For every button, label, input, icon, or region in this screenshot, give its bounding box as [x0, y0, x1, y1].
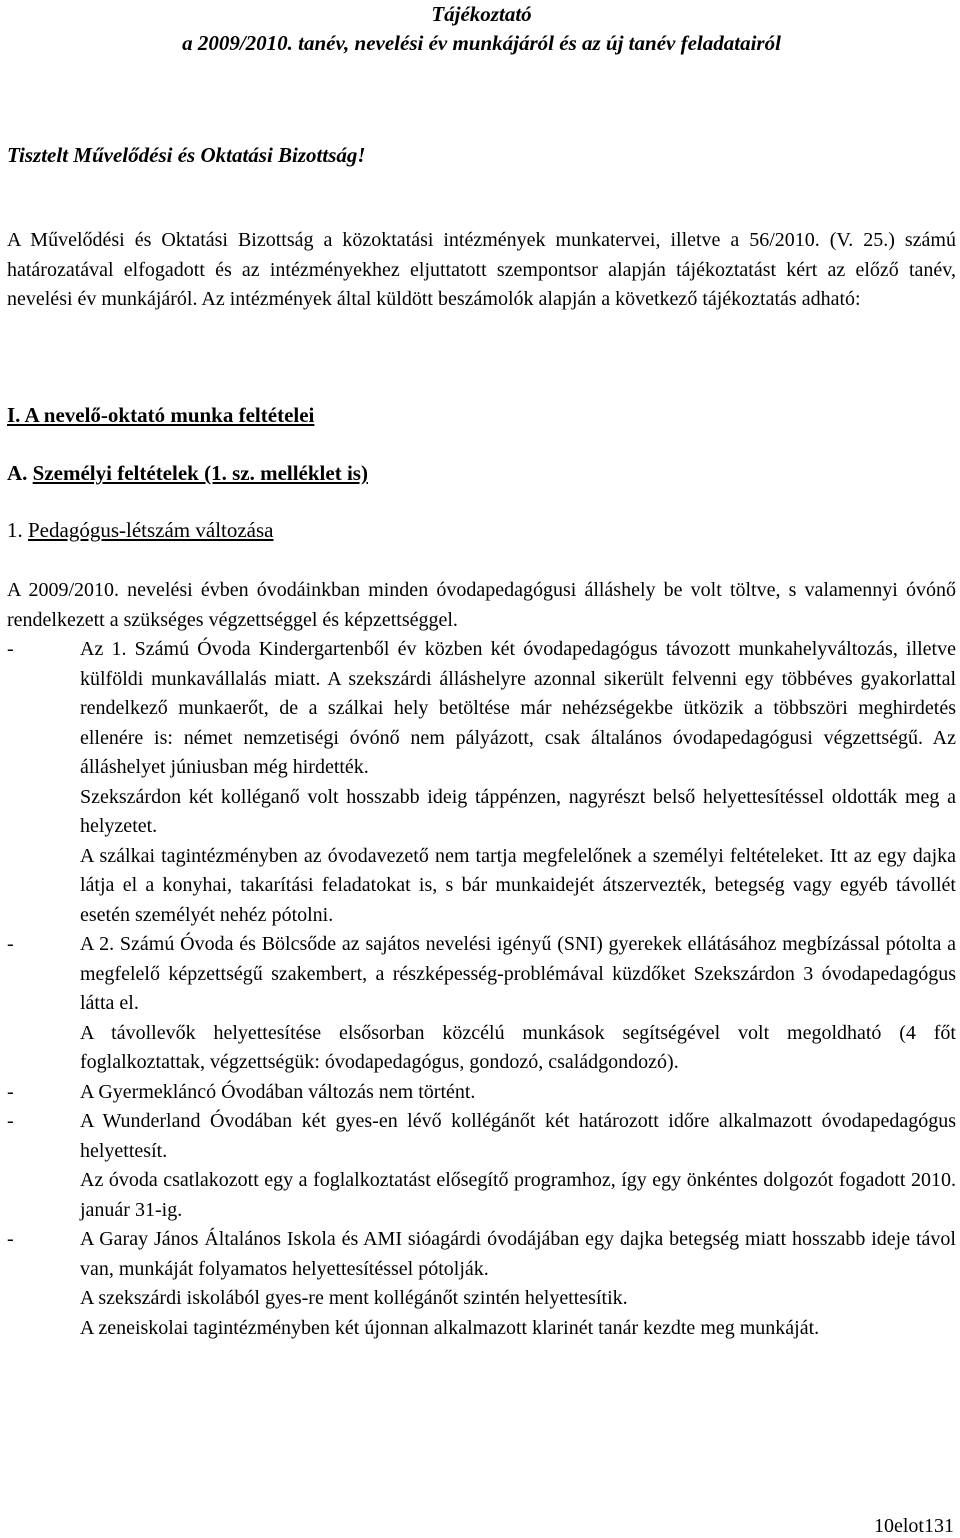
- numbered-heading-label: 1.: [7, 518, 23, 542]
- list-dash: -: [7, 638, 14, 660]
- numbered-heading-title: Pedagógus-létszám változása: [28, 518, 274, 542]
- subsection-title: Személyi feltételek (1. sz. melléklet is): [32, 461, 368, 485]
- list-dash: -: [7, 1228, 14, 1250]
- list-item-text: Az 1. Számú Óvoda Kindergartenből év közben két óvodapedagógus távozott munkahelyváltozás, illetve külföldi munkavállalás miatt. A szekszárdi álláshelyre azonnal sikerült felvenni egy többéves gyakorlattal rendelkező munkaerőt, de a szálkai hely betöltése már nehézségekbe ütközik a többszöri meghirdetés ellenére is: német nemzetiségi óvónő nem pályázott, csak általános óvodapedagógusi végzettségű. Az álláshelyet júniusban még hirdették.: [80, 638, 956, 778]
- intro-paragraph: A Művelődési és Oktatási Bizottság a közoktatási intézmények munkatervei, illetve a 56/2010. (V. 25.) számú határozatával elfogadott és az intézményekhez eljuttatott szempontsor alapján tájékoztatást kért az előző tanév, nevelési év munkájáról. Az intézmények által küldött beszámolók alapján a következő tájékoztatás adható:: [7, 229, 956, 310]
- list-item-continuation: Szekszárdon két kolléganő volt hosszabb ideig táppénzen, nagyrészt belső helyettesítéssel oldották meg a helyzetet.: [80, 785, 956, 837]
- list-item-continuation: Az óvoda csatlakozott egy a foglalkoztatást elősegítő programhoz, így egy önkéntes dolgozót fogadott 2010. január 31-ig.: [80, 1169, 956, 1221]
- list-dash: -: [7, 1110, 14, 1132]
- list-item: [7, 1078, 956, 1108]
- list-item-continuation: A szálkai tagintézményben az óvodavezető nem tartja megfelelőnek a személyi feltételeket. Itt az egy dajka látja el a konyhai, takarítási feladatokat is, s bár munkaidejét átszervezték, betegség vagy egyéb távollét esetén személyét nehéz pótolni.: [80, 844, 956, 926]
- section-heading: I. A nevelő-oktató munka feltételei: [7, 403, 315, 427]
- body-paragraph: A 2009/2010. nevelési évben óvodáinkban minden óvodapedagógusi álláshely be volt töltve, s valamennyi óvónő rendelkezett a szükséges végzettséggel és képzettséggel.: [7, 579, 956, 631]
- list-item-text: A Gyermekláncó Óvodában változás nem történt.: [80, 1080, 476, 1103]
- list-item-continuation: A szekszárdi iskolából gyes-re ment kollégánőt szintén helyettesítik.: [80, 1287, 628, 1309]
- subsection-letter: A.: [7, 461, 28, 485]
- list-item-continuation: A távollevők helyettesítése elsősorban közcélú munkások segítségével volt megoldható (4 főt foglalkoztattak, végzettségük: óvodapedagógus, gondozó, családgondozó).: [80, 1021, 956, 1073]
- title-line-2: a 2009/2010. tanév, nevelési év munkájáról és az új tanév feladatairól: [182, 31, 781, 55]
- list-dash: -: [7, 1080, 14, 1103]
- list-dash: -: [7, 933, 14, 955]
- list-item: [7, 635, 956, 783]
- list-item: [7, 1107, 956, 1166]
- page-footer-code: 10elot131: [874, 1515, 954, 1537]
- body-text: [7, 576, 956, 1343]
- salutation: Tisztelt Művelődési és Oktatási Bizottság!: [7, 143, 366, 167]
- list-item-continuation: A zeneiskolai tagintézményben két újonnan alkalmazott klarinét tanár kezdte meg munkáját.: [80, 1316, 820, 1339]
- numbered-heading: [7, 518, 274, 543]
- title-line-1: Tájékoztató: [431, 2, 532, 26]
- list-item: [7, 1225, 956, 1284]
- list-item: [7, 930, 956, 1019]
- page-content: [7, 0, 956, 1339]
- subsection-heading: [7, 461, 368, 486]
- list-item-text: A Wunderland Óvodában két gyes-en lévő kollégánőt két határozott időre alkalmazott óvodapedagógus helyettesít.: [80, 1110, 956, 1162]
- list-item-text: A 2. Számú Óvoda és Bölcsőde az sajátos nevelési igényű (SNI) gyerekek ellátásához megbízással pótolta a megfelelő képzettségű szakembert, a részképesség-problémával küzdőket Szekszárdon 3 óvodapedagógus látta el.: [80, 933, 956, 1014]
- document-title: [7, 0, 956, 58]
- list-item-text: A Garay János Általános Iskola és AMI sióagárdi óvodájában egy dajka betegség miatt hosszabb ideje távol van, munkáját folyamatos helyettesítéssel pótolják.: [80, 1228, 956, 1280]
